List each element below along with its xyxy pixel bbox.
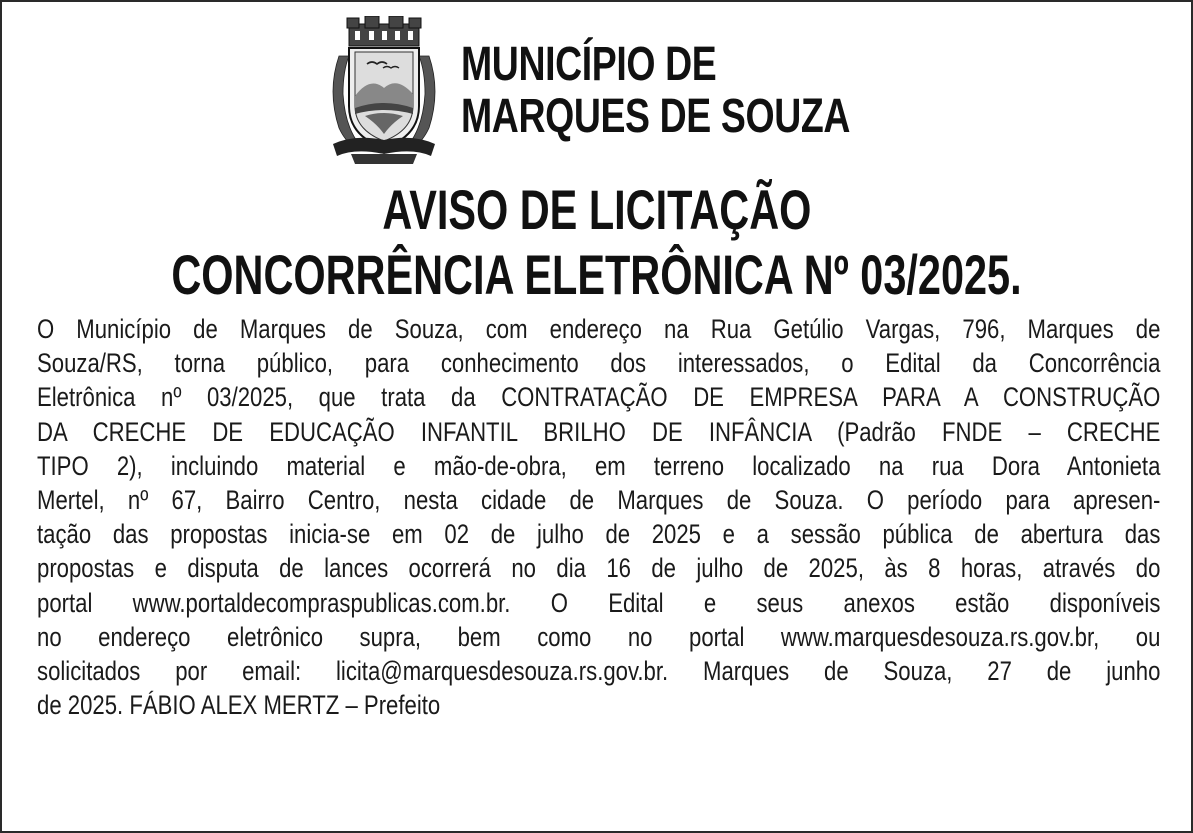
notice-subtitle-text: CONCORRÊNCIA ELETRÔNICA Nº 03/2025. xyxy=(171,243,1022,306)
body-line: de 2025. FÁBIO ALEX MERTZ – Prefeito xyxy=(37,690,441,721)
notice-subtitle xyxy=(2,245,1191,305)
body-line: portal www.portaldecompraspublicas.com.br. O Edital e seus anexos estão disponíveis xyxy=(37,587,1161,618)
body-line: DA CRECHE DE EDUCAÇÃO INFANTIL BRILHO DE INFÂNCIA (Padrão FNDE – CRECHE xyxy=(37,416,1161,447)
coat-of-arms-icon xyxy=(325,16,443,166)
body-line: propostas e disputa de lances ocorrerá no dia 16 de julho de 2025, às 8 horas, através do xyxy=(37,553,1161,584)
body-line: no endereço eletrônico supra, bem como no portal www.marquesdesouza.rs.gov.br, ou xyxy=(37,621,1161,652)
municipality-line-2: MARQUES DE SOUZA xyxy=(461,90,850,143)
municipality-name xyxy=(461,39,850,143)
body-line: tação das propostas inicia-se em 02 de julho de 2025 e a sessão pública de abertura das xyxy=(37,519,1161,550)
notice-body xyxy=(37,312,1161,722)
body-line: Eletrônica nº 03/2025, que trata da CONTRATAÇÃO DE EMPRESA PARA A CONSTRUÇÃO xyxy=(37,382,1161,413)
municipality-line-1: MUNICÍPIO DE xyxy=(461,38,717,91)
notice-title xyxy=(2,180,1191,240)
body-line: TIPO 2), incluindo material e mão-de-obra, em terreno localizado na rua Dora Antonieta xyxy=(37,450,1161,481)
body-line: solicitados por email: licita@marquesdesouza.rs.gov.br. Marques de Souza, 27 de junho xyxy=(37,655,1161,686)
header xyxy=(325,16,960,166)
body-line: Souza/RS, torna público, para conhecimento dos interessados, o Edital da Concorrência xyxy=(37,348,1161,379)
notice-title-text: AVISO DE LICITAÇÃO xyxy=(382,178,811,241)
body-line: O Município de Marques de Souza, com endereço na Rua Getúlio Vargas, 796, Marques de xyxy=(37,314,1161,344)
body-line: Mertel, nº 67, Bairro Centro, nesta cidade de Marques de Souza. O período para apresen- xyxy=(37,484,1161,515)
